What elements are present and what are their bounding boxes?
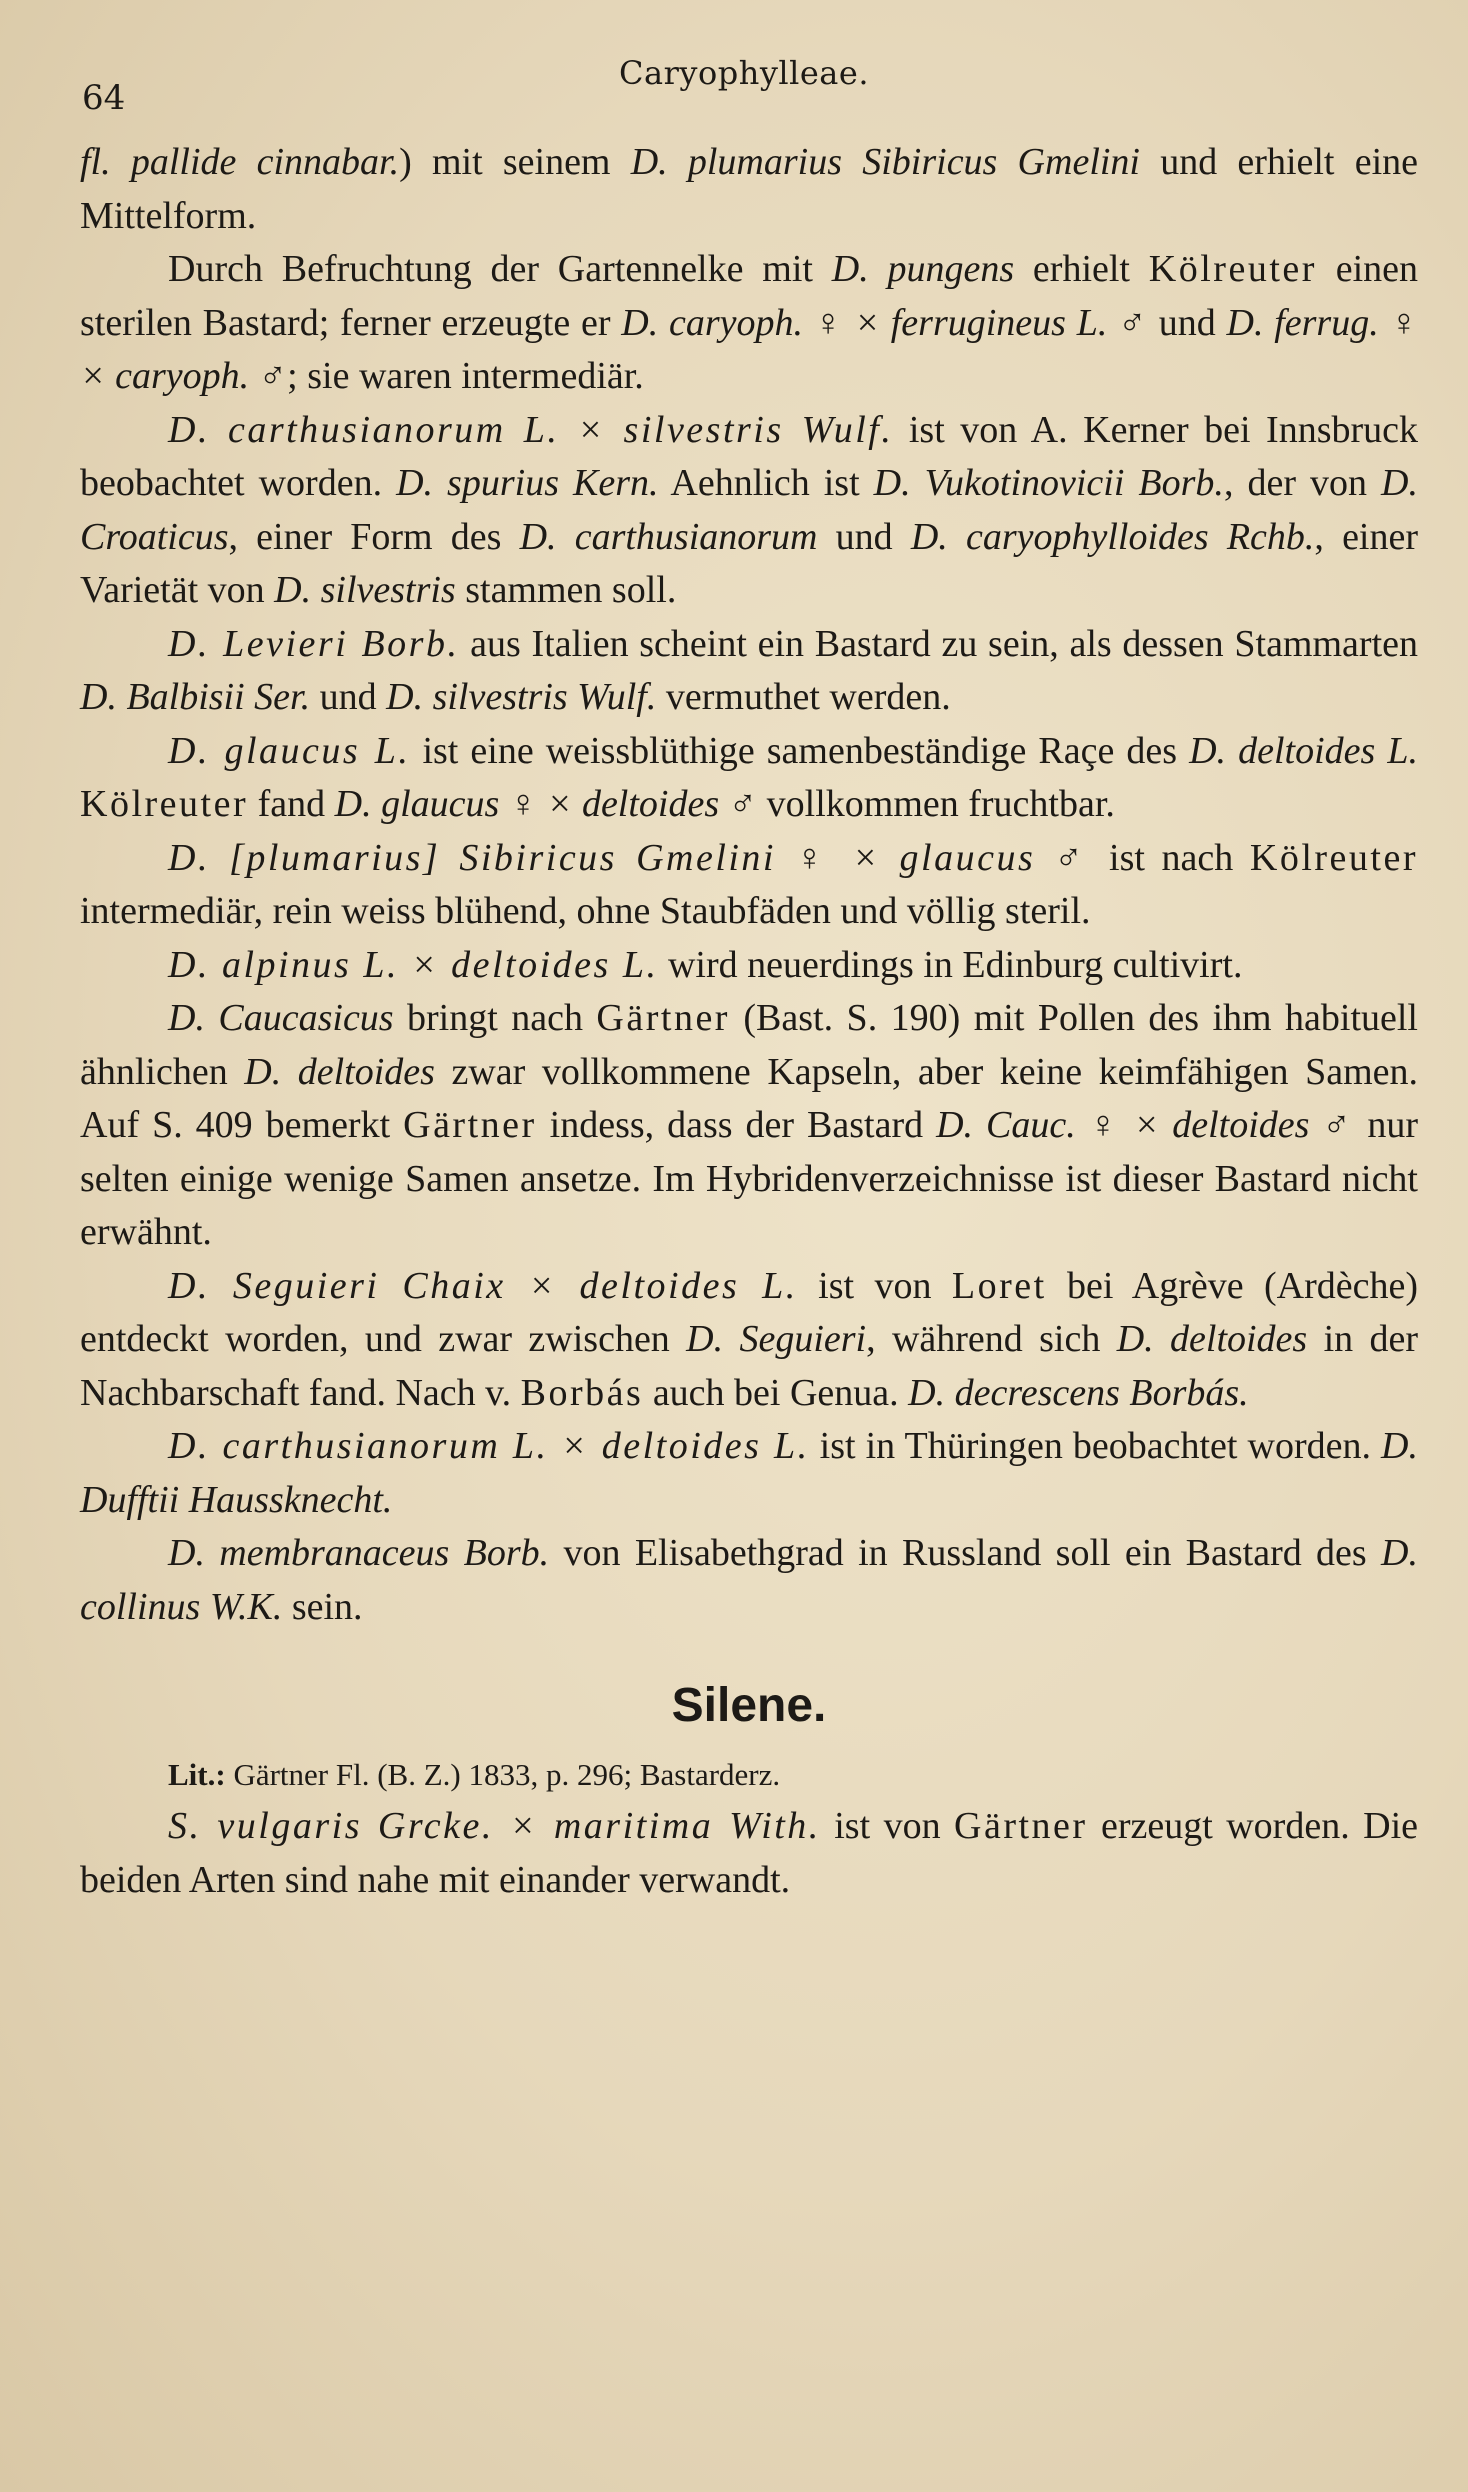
text-run: und: [817, 515, 911, 558]
paragraph: [80, 1527, 1418, 1634]
text-run: sein.: [282, 1585, 363, 1628]
text-run: D. glaucus L.: [168, 729, 411, 772]
text-run: erzeugt worden. Die beiden Arten sind nahe mit einander verwandt.: [80, 1805, 1419, 1901]
paragraph: [80, 832, 1418, 939]
paragraph: [80, 618, 1418, 725]
paragraph: [80, 939, 1418, 993]
text-run: und: [1147, 301, 1227, 344]
text-run: ist von: [797, 1264, 952, 1307]
text-run: zwar vollkommene Kapseln, aber keine keimfähigen Samen. Auf S. 409 bemerkt: [80, 1050, 1418, 1146]
text-run: Kölreuter: [1249, 836, 1418, 879]
text-run: D. deltoides: [244, 1050, 435, 1093]
text-run: D. membranaceus Borb.: [168, 1532, 550, 1574]
text-run: D. decrescens Borbás.: [908, 1371, 1249, 1414]
text-run: D. deltoides: [1116, 1318, 1308, 1360]
body-text: [80, 136, 1418, 1907]
text-run: D. deltoides L.: [1189, 729, 1418, 772]
paragraph: [80, 1420, 1418, 1527]
text-run: D. pungens: [831, 248, 1015, 290]
text-run: D. Seguieri Chaix × deltoides L.: [168, 1264, 798, 1307]
text-run: D. collinus W.K.: [80, 1532, 1418, 1628]
text-run: ist von: [820, 1805, 955, 1847]
text-run: , während sich: [866, 1318, 1117, 1360]
text-run: D. ferrug. ♀ × caryoph. ♂: [80, 301, 1418, 397]
text-run: ; sie waren intermediär.: [287, 355, 644, 397]
text-run: bei Agrève (Ardèche) entdeckt worden, und zwar zwischen: [80, 1264, 1418, 1360]
text-run: Durch Befruchtung der Gartennelke mit: [168, 248, 832, 290]
text-run: ist nach: [1092, 836, 1250, 879]
text-run: intermediär, rein weiss blühend, ohne Staubfäden und völlig steril.: [80, 890, 1091, 932]
text-run: D. Vukotinovicii Borb.: [873, 462, 1224, 504]
text-run: D. Levieri Borb.: [168, 622, 460, 665]
text-run: D. Seguieri: [686, 1318, 867, 1360]
paragraph: [80, 136, 1418, 243]
text-run: Loret: [951, 1264, 1047, 1307]
running-head: Caryophylleae.: [619, 54, 869, 92]
text-run: ist eine weissblüthige samenbeständige Raçe des: [410, 729, 1190, 772]
text-run: , einer Varietät von: [80, 515, 1419, 611]
text-run: D. silvestris: [274, 569, 456, 611]
text-run: und: [310, 676, 387, 718]
text-run: in der Nachbarschaft fand. Nach v.: [80, 1318, 1419, 1414]
paragraph: [80, 404, 1418, 618]
text-run: Gärtner: [596, 997, 730, 1039]
text-run: , der von: [1223, 462, 1382, 504]
text-run: ist von A. Kerner bei Innsbruck beobachtet worden.: [80, 408, 1419, 504]
text-run: , einer Form des: [228, 515, 520, 558]
paragraph: [80, 243, 1418, 404]
text-run: D. spurius Kern.: [396, 462, 659, 504]
text-run: indess, dass der Bastard: [536, 1104, 937, 1146]
text-run: fl. pallide cinnabar.: [80, 141, 400, 183]
text-run: Borbás: [520, 1371, 644, 1414]
literature-line: [80, 1750, 1418, 1800]
text-run: D. carthusianorum L. × deltoides L.: [168, 1425, 810, 1467]
text-run: D. caryophylloides Rchb.: [910, 515, 1315, 558]
text-run: D. Croaticus: [80, 462, 1418, 558]
text-run: erhielt: [1014, 248, 1149, 290]
text-run: D. alpinus L. × deltoides L.: [168, 943, 659, 986]
text-run: Gärtner: [954, 1805, 1088, 1847]
text-run: Gärtner: [403, 1104, 537, 1146]
literature-label: Lit.:: [168, 1757, 226, 1792]
paragraph: [80, 1260, 1418, 1421]
text-run: D. Dufftii Haussknecht.: [80, 1425, 1418, 1521]
text-run: einen sterilen Bastard; ferner erzeugte er: [80, 248, 1418, 344]
paragraph: [80, 725, 1418, 832]
text-run: und erhielt eine Mittelform.: [80, 141, 1419, 237]
text-run: vollkommen fruchtbar.: [757, 783, 1115, 825]
text-run: D. Caucasicus: [168, 997, 394, 1039]
text-run: von Elisabethgrad in Russland soll ein Bastard des: [549, 1532, 1382, 1574]
text-run: auch bei Genua.: [643, 1371, 909, 1414]
text-run: D. plumarius Sibiricus Gmelini: [630, 141, 1140, 183]
paragraph: [80, 992, 1418, 1260]
literature-text: Gärtner Fl. (B. Z.) 1833, p. 296; Bastarderz.: [225, 1757, 781, 1792]
text-run: nur selten einige wenige Samen ansetze. Im Hybridenverzeichnisse ist dieser Bastard nicht erwähnt.: [80, 1104, 1419, 1253]
text-run: vermuthet werden.: [656, 676, 951, 718]
text-run: D. caryoph. ♀ × ferrugineus L. ♂: [621, 301, 1148, 344]
text-run: ist in Thüringen beobachtet worden.: [809, 1425, 1382, 1467]
text-run: (Bast. S. 190) mit Pollen des ihm habituell ähnlichen: [80, 997, 1418, 1093]
text-run: ) mit seinem: [399, 141, 631, 183]
text-run: D. silvestris Wulf.: [386, 676, 657, 718]
text-run: D. Cauc. ♀ × deltoides ♂: [936, 1104, 1355, 1146]
text-run: Aehnlich ist: [658, 462, 874, 504]
page-number: 64: [82, 78, 126, 118]
text-run: D. carthusianorum: [519, 515, 818, 558]
text-run: wird neuerdings in Edinburg cultivirt.: [658, 943, 1243, 986]
text-run: Kölreuter: [1148, 248, 1317, 290]
text-run: D. Balbisii Ser.: [80, 676, 311, 718]
text-run: S. vulgaris Grcke. × maritima With.: [168, 1805, 821, 1847]
text-run: D. glaucus ♀ × deltoides ♂: [334, 783, 758, 825]
paragraph: [80, 1800, 1418, 1907]
text-run: Kölreuter: [80, 783, 249, 825]
page-header: [82, 48, 1406, 118]
text-run: D. [plumarius] Sibiricus Gmelini ♀ × glaucus ♂: [168, 836, 1093, 879]
text-run: stammen soll.: [455, 569, 677, 611]
text-run: aus Italien scheint ein Bastard zu sein, als dessen Stammarten: [459, 622, 1418, 665]
text-run: bringt nach: [393, 997, 597, 1039]
text-run: D. carthusianorum L. × silvestris Wulf.: [168, 408, 894, 451]
text-run: fand: [248, 783, 335, 825]
section-title: Silene.: [671, 1679, 827, 1732]
